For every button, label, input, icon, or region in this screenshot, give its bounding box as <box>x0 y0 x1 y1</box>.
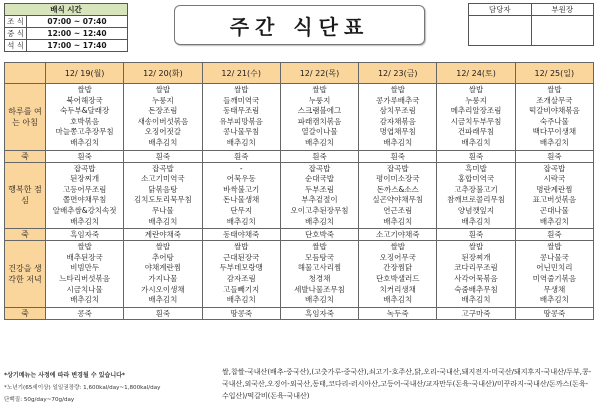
day-header: 12/ 21(수) <box>202 63 280 84</box>
menu-cell <box>437 241 515 308</box>
footer-notes <box>4 370 214 406</box>
dish-item: 근대된장국 <box>223 252 260 262</box>
dish-item: 해물고사리찜 <box>297 263 342 273</box>
porridge-label: 죽 <box>5 307 46 319</box>
meal-label: 하루를 여는 아침 <box>5 84 46 151</box>
dish-item: 세발나물조무침 <box>294 284 345 294</box>
menu-cell <box>46 84 124 151</box>
dish-item: 가시오이생채 <box>141 284 185 294</box>
dish-item: 단호박샐러드 <box>376 273 420 283</box>
dish-item: 배추김치 <box>461 295 491 305</box>
dish-item: 배추김치 <box>461 216 491 226</box>
porridge-cell: 동태야채죽 <box>202 229 280 241</box>
porridge-cell: 흰죽 <box>46 150 124 162</box>
dish-item: 배추김치 <box>226 137 256 147</box>
dish-item: 건파래무침 <box>457 127 495 137</box>
dish-item: 두부데모랑맹 <box>219 263 263 273</box>
porridge-cell: 콩죽 <box>46 307 124 319</box>
dish-item: 배추김치 <box>539 295 569 305</box>
dish-item: 쌀밥 <box>390 85 406 94</box>
dish-item: 평이미소장국 <box>376 174 420 184</box>
breakfast-label: 조 식 <box>5 16 27 28</box>
dish-item: 쫄면야채무침 <box>62 195 107 205</box>
porridge-cell: 흰죽 <box>280 150 358 162</box>
menu-cell <box>46 162 124 229</box>
porridge-cell: 흰죽 <box>124 307 202 319</box>
porridge-cell: 단호박죽 <box>280 229 358 241</box>
dish-item: 쌀밥 <box>390 242 406 252</box>
dish-item: 야채계란찜 <box>144 263 182 273</box>
signature-field-deputy[interactable] <box>531 16 594 46</box>
dish-item: 배추김치 <box>70 295 100 305</box>
porridge-row <box>5 307 594 319</box>
dish-item: 양념깻잎지 <box>457 205 495 215</box>
dish-item: 소고기미역국 <box>141 174 185 184</box>
approval-label-deputy: 부원장 <box>531 4 594 16</box>
nutrition-calories: *노년기(65세이상) 일일권장량: 1,600kal/day~1,800kal/day <box>4 385 161 391</box>
dish-item: 순대국밥 <box>304 174 334 184</box>
menu-cell <box>280 162 358 229</box>
dish-item: 쌀밥 <box>468 242 484 252</box>
dish-item: 동태무조림 <box>223 106 260 116</box>
dish-item: 누룽지 <box>465 95 487 105</box>
dish-item: 잡곡밥 <box>73 163 96 173</box>
dish-item: 시락국 <box>543 174 566 184</box>
dish-item: 쌀밥 <box>547 242 562 252</box>
dish-item: 오징어젓갈 <box>144 127 182 137</box>
dish-item: 배추김치 <box>226 295 256 305</box>
dish-item: 고등어무조림 <box>62 184 107 194</box>
menu-cell <box>124 241 202 308</box>
dish-item: 미역줄기볶음 <box>532 273 577 283</box>
meal-row <box>5 162 594 229</box>
dish-item: 명란계란찜 <box>536 184 573 194</box>
dish-item: 치커리생채 <box>379 284 416 294</box>
dish-item: 무나물 <box>152 205 174 215</box>
dish-item: 콩나물국 <box>539 252 569 262</box>
menu-cell <box>280 241 358 308</box>
porridge-cell: 흰죽 <box>437 150 515 162</box>
dish-item: 배추김치 <box>304 295 334 305</box>
signature-field-staff[interactable] <box>469 16 532 46</box>
dish-item: 표고버섯볶음 <box>532 195 577 205</box>
day-header: 12/ 23(금) <box>359 63 437 84</box>
menu-cell <box>202 162 280 229</box>
dish-item: 배추김치 <box>304 137 334 147</box>
dish-item: 쌀밥 <box>233 85 249 94</box>
dish-item: 배추김치 <box>148 137 178 147</box>
dish-item: 배추된장국 <box>66 252 103 262</box>
porridge-cell: 흑임자죽 <box>46 229 124 241</box>
day-header: 12/ 20(화) <box>124 63 202 84</box>
dish-item: 무생채 <box>543 284 566 294</box>
porridge-row <box>5 229 594 241</box>
dish-item: 연근조림 <box>383 205 413 215</box>
dish-item: 잡곡밥 <box>308 163 331 173</box>
dish-item: 바싹불고기 <box>223 184 260 194</box>
origin-info: 쌀,찹쌀-국내산(배추-중국산),(고춧가루-중국산),쇠고기-호주산,닭,오리-국내산,돼지전지-미국산/돼지후지-국내산/두부,콩-국내산,외국산,오징어-외국산,동태,코다리-러시아산,고등어-국내산/교자만두(돈육-국내산)/미꾸라지-국내산/돈까스(돈육-수입산)/떡갈비(돈육-국내산) <box>222 368 592 400</box>
menu-cell <box>46 241 124 308</box>
dish-item: 삼치무조림 <box>379 106 416 116</box>
menu-cell <box>359 241 437 308</box>
dish-item: 두부조림 <box>304 184 334 194</box>
porridge-cell: 흰죽 <box>359 150 437 162</box>
menu-cell <box>437 162 515 229</box>
dinner-label: 석 식 <box>5 40 27 52</box>
porridge-label: 죽 <box>5 229 46 241</box>
porridge-cell: 땅콩죽 <box>515 307 593 319</box>
approval-label-staff: 담당자 <box>469 4 532 16</box>
dish-item: 추어탕 <box>152 252 174 262</box>
dish-item: 콩가루배추국 <box>376 95 420 105</box>
dish-item: 유부피망볶음 <box>219 116 263 126</box>
dish-item: 곤대나물 <box>539 205 569 215</box>
dish-item: 시금치나물 <box>66 284 103 294</box>
dish-item: 배추김치 <box>70 137 100 147</box>
menu-cell <box>437 84 515 151</box>
approval-box <box>468 3 594 46</box>
dish-item: 쌀밥 <box>312 242 327 252</box>
dish-item: 쌀밥 <box>312 85 327 94</box>
meal-label: 건강을 생각한 저녁 <box>5 241 46 308</box>
dish-item: 알배추쌈&강치속젓 <box>52 205 117 215</box>
serving-times-header: 배식 시간 <box>5 4 128 16</box>
dish-item: 조개살무국 <box>536 95 573 105</box>
dish-item: 고들빼기지 <box>223 284 260 294</box>
porridge-cell: 흰죽 <box>124 150 202 162</box>
menu-cell <box>515 84 593 151</box>
dish-item: 오이고추된장무침 <box>290 205 349 215</box>
porridge-cell: 흰죽 <box>515 229 593 241</box>
dish-item: 청경채 <box>308 273 331 283</box>
dish-item: 쌀밥 <box>233 242 249 252</box>
meal-row <box>5 241 594 308</box>
dish-item: 배추김치 <box>383 295 413 305</box>
page-title: 주간 식단표 <box>174 5 425 45</box>
lunch-time: 12:00 ~ 12:40 <box>27 28 128 40</box>
dish-item: 명엽채무침 <box>379 127 416 137</box>
nutrition-protein: 단백질: 50g/day~70g/day <box>4 397 75 403</box>
day-header-row <box>5 63 594 84</box>
porridge-label: 죽 <box>5 150 46 162</box>
dish-item: 돈장조림 <box>148 106 178 116</box>
dish-item: 실곤약야채무침 <box>372 195 424 205</box>
dish-item: 모듬탕국 <box>304 252 334 262</box>
dish-item: 배추김치 <box>539 137 569 147</box>
dish-item: 스크램블에그 <box>297 106 342 116</box>
porridge-cell: 녹두죽 <box>359 307 437 319</box>
menu-change-note: *상기메뉴는 사정에 따라 변경될 수 있습니다* <box>4 372 126 379</box>
dish-item: - <box>239 163 243 173</box>
dish-item: 홍합미역국 <box>457 174 495 184</box>
dish-item: 배추김치 <box>226 216 256 226</box>
dish-item: 숙두부&달래장 <box>59 106 110 116</box>
dish-item: 누룽지 <box>152 95 174 105</box>
lunch-label: 중 식 <box>5 28 27 40</box>
dish-item: 배추김치 <box>383 137 413 147</box>
dish-item: 쌀밥 <box>155 85 171 94</box>
dish-item: 콩나물무침 <box>223 127 260 137</box>
dish-item: 사각어묵볶음 <box>454 273 498 283</box>
porridge-cell: 계란야채죽 <box>124 229 202 241</box>
dish-item: 부추겉절이 <box>301 195 338 205</box>
porridge-cell: 흑임자죽 <box>280 307 358 319</box>
menu-cell <box>280 84 358 151</box>
meal-row <box>5 84 594 151</box>
dish-item: 배추김치 <box>304 216 334 226</box>
porridge-cell: 흰죽 <box>437 229 515 241</box>
dish-item: 숙줌배추무침 <box>454 284 498 294</box>
dish-item: 숙주나물 <box>539 116 569 126</box>
breakfast-time: 07:00 ~ 07:40 <box>27 16 128 28</box>
dish-item: 돈까스&소스 <box>376 184 419 194</box>
dish-item: 쌀밥 <box>155 242 171 252</box>
dish-item: 돈나물생채 <box>223 195 260 205</box>
dish-item: 고추장불고기 <box>454 184 498 194</box>
dish-item: 오징어무국 <box>379 252 416 262</box>
dish-item: 된장찌개 <box>70 174 100 184</box>
dish-item: 호박볶음 <box>70 116 100 126</box>
menu-cell <box>124 84 202 151</box>
dish-item: 단무지 <box>230 205 253 215</box>
menu-cell <box>515 162 593 229</box>
dish-item: 감자조림 <box>226 273 256 283</box>
dish-item: 쌀밥 <box>547 85 562 94</box>
dish-item: 배추김치 <box>539 216 569 226</box>
dish-item: 배추김치 <box>461 137 491 147</box>
menu-cell <box>202 84 280 151</box>
dish-item: 마늘쫑고추장무침 <box>55 127 114 137</box>
dish-item: 파래캠치볶음 <box>297 116 342 126</box>
dish-item: 감자채볶음 <box>379 116 416 126</box>
menu-cell <box>202 241 280 308</box>
day-header: 12/ 25(일) <box>515 63 593 84</box>
serving-times-table <box>4 3 128 52</box>
dish-item: 김치도토리묵무침 <box>133 195 192 205</box>
dish-item: 코다리무조림 <box>454 263 498 273</box>
dish-item: 들깨미역국 <box>223 95 260 105</box>
day-header: 12/ 24(토) <box>437 63 515 84</box>
menu-cell <box>124 162 202 229</box>
porridge-cell: 고구마죽 <box>437 307 515 319</box>
dinner-time: 17:00 ~ 17:40 <box>27 40 128 52</box>
dish-item: 된장찌개 <box>461 252 491 262</box>
menu-cell <box>515 241 593 308</box>
dish-item: 배추김치 <box>148 295 178 305</box>
dish-item: 북어해장국 <box>66 95 103 105</box>
porridge-cell: 땅콩죽 <box>202 307 280 319</box>
dish-item: 쌀밥 <box>77 242 92 252</box>
dish-item: 배추김치 <box>70 216 100 226</box>
dish-item: 새송이버섯볶음 <box>137 116 189 126</box>
porridge-cell: 흰죽 <box>202 150 280 162</box>
dish-item: 배추김치 <box>383 216 413 226</box>
dish-item: 떡갈비야채볶음 <box>528 106 580 116</box>
dish-item: 참깨브로콜리무침 <box>447 195 506 205</box>
weekly-menu-table <box>4 62 594 320</box>
dish-item: 쌀밥 <box>468 85 484 94</box>
dish-item: 백다꾸이생채 <box>532 127 577 137</box>
porridge-row <box>5 150 594 162</box>
dish-item: 잡곡밥 <box>386 163 409 173</box>
dish-item: 시금치두부무침 <box>450 116 502 126</box>
dish-item: 쌀밥 <box>77 85 92 94</box>
dish-item: 누룽지 <box>308 95 331 105</box>
dish-item: 열갈이나물 <box>301 127 338 137</box>
dish-item: 어묵우동 <box>226 174 256 184</box>
dish-item: 비빔만두 <box>70 263 100 273</box>
dish-item: 메추리알장조림 <box>450 106 502 116</box>
dish-item: 잡곡밥 <box>152 163 174 173</box>
menu-cell <box>359 84 437 151</box>
day-header: 12/ 19(월) <box>46 63 124 84</box>
meal-label: 행복한 점심 <box>5 162 46 229</box>
dish-item: 닭볶음탕 <box>148 184 178 194</box>
dish-item: 잡곡밥 <box>543 163 566 173</box>
porridge-cell: 소고기야채죽 <box>359 229 437 241</box>
day-header: 12/ 22(목) <box>280 63 358 84</box>
menu-cell <box>359 162 437 229</box>
dish-item: 배추김치 <box>148 216 178 226</box>
dish-item: 느타리버섯볶음 <box>59 273 110 283</box>
dish-item: 가지나물 <box>148 273 178 283</box>
dish-item: 간장찜닭 <box>383 263 413 273</box>
dish-item: 어닌민치리 <box>536 263 573 273</box>
porridge-cell: 흰죽 <box>515 150 593 162</box>
corner-cell <box>5 63 46 84</box>
dish-item: 흑미밥 <box>465 163 487 173</box>
